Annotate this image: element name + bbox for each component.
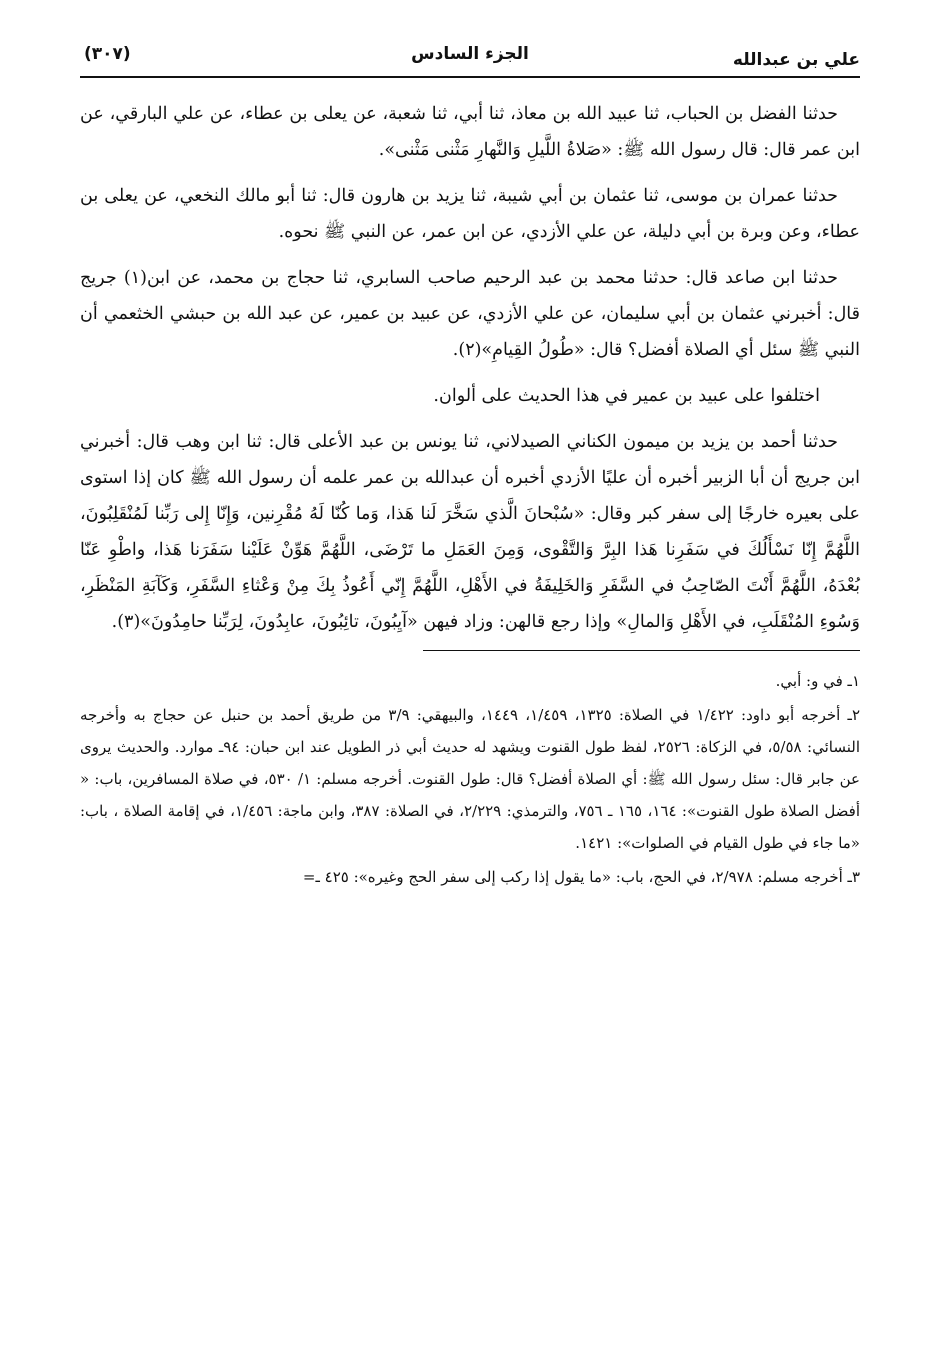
main-text <box>80 96 860 640</box>
hadith-paragraph: حدثنا ابن صاعد قال: حدثنا محمد بن عبد الرحيم صاحب السابري، ثنا حجاج بن محمد، عن ابن(١) جريج قال: أخبرني عثمان بن أبي سليمان، عن علي الأزدي، عن عبيد بن عمير، عن عبد الله بن حبشي الخثعمي أن النبي ﷺ سئل أي الصلاة أفضل؟ قال: «طُولُ القِيامِ»(٢). <box>80 268 860 360</box>
book-page <box>80 36 860 1336</box>
footnote: ٣ـ أخرجه مسلم: ٢/٩٧٨، في الحج، باب: «ما يقول إذا ركب إلى سفر الحج وغيره»: ٤٢٥ ـ= <box>302 868 860 886</box>
footnote-divider <box>423 650 860 651</box>
footnotes <box>80 665 860 893</box>
footnote: ١ـ في و: أبي. <box>775 672 860 690</box>
page-header <box>80 36 860 78</box>
header-volume: الجزء السادس <box>411 44 529 64</box>
hadith-paragraph: حدثنا عمران بن موسى، ثنا عثمان بن أبي شيبة، ثنا يزيد بن هارون قال: ثنا أبو مالك النخعي، عن يعلى بن عطاء، وعن وبرة بن أبي دليلة، عن علي الأزدي، عن ابن عمر، عن النبي ﷺ نحوه. <box>80 186 860 242</box>
page-number: (٣٠٧) <box>84 44 131 64</box>
hadith-paragraph: حدثنا الفضل بن الحباب، ثنا عبيد الله بن معاذ، ثنا أبي، ثنا شعبة، عن يعلى بن عطاء، عن علي البارقي، عن ابن عمر قال: قال رسول الله ﷺ: «صَلاةُ اللَّيلِ وَالنَّهارِ مَثْنى مَثْنى». <box>80 104 860 160</box>
hadith-paragraph: حدثنا أحمد بن يزيد بن ميمون الكناني الصيدلاني، ثنا يونس بن عبد الأعلى قال: ثنا ابن وهب قال: أخبرني ابن جريج أن أبا الزبير أخبره أن عليًا الأزدي أخبره أن عبدالله بن عمر علمه أن رسول الله ﷺ كان إذا استوى على بعيره خارجًا إلى سفر كبر وقال: «سُبْحانَ الَّذي سَخَّرَ لَنا هَذا، وَما كُنّا لَهُ مُقْرِنين، وَإِنّا إِلى رَبِّنا لَمُنْقَلِبُونَ، اللَّهُمَّ إِنّا نَسْأَلُكَ في سَفَرِنا هَذا البِرَّ وَالتَّقْوى، وَمِنَ العَمَلِ ما تَرْضَى، اللَّهُمَّ هَوِّنْ عَلَيْنا سَفَرَنا هَذا، واطْوِ عَنّا بُعْدَهُ، اللَّهُمَّ أَنْتَ الصّاحِبُ في السَّفَرِ وَالخَلِيفَةُ في الأَهْلِ، اللَّهُمَّ إِنّي أَعُوذُ بِكَ مِنْ وَعْثاءِ السَّفَرِ، وَكَآبَةِ المَنْظَرِ، وَسُوءِ المُنْقَلَبِ، في الأَهْلِ وَالمالِ» وإذا رجع قالهن: وزاد فيهن «آيِبُونَ، تائِبُونَ، عابِدُونَ، لِرَبِّنا حامِدُونَ»(٣). <box>80 432 860 632</box>
footnote: ٢ـ أخرجه أبو داود: ١/٤٢٢ في الصلاة: ١٣٢٥، ١/٤٥٩، ١٤٤٩، والبيهقي: ٣/٩ من طريق أحمد بن حنبل عن حجاج به وأخرجه النسائي: ٥/٥٨، في الزكاة: ٢٥٢٦، لفظ طول القنوت ويشهد له حديث أبي ذر الطويل عند ابن حبان: ٩٤ـ موارد. والحديث يروى عن جابر قال: سئل رسول الله ﷺ: أي الصلاة أفضل؟ قال: طول القنوت. أخرجه مسلم: ١/ ٥٣٠، في صلاة المسافرين، باب: « أفضل الصلاة طول القنوت»: ١٦٤، ١٦٥ ـ ٧٥٦، والترمذي: ٢/٢٢٩، في الصلاة: ٣٨٧، وابن ماجة: ١/٤٥٦، في إقامة الصلاة ، باب: «ما جاء في طول القيام في الصلوات»: ١٤٢١. <box>80 706 861 852</box>
header-author: علي بن عبدالله <box>732 50 860 70</box>
remark-paragraph: اختلفوا على عبيد بن عمير في هذا الحديث على ألوان. <box>433 386 820 406</box>
